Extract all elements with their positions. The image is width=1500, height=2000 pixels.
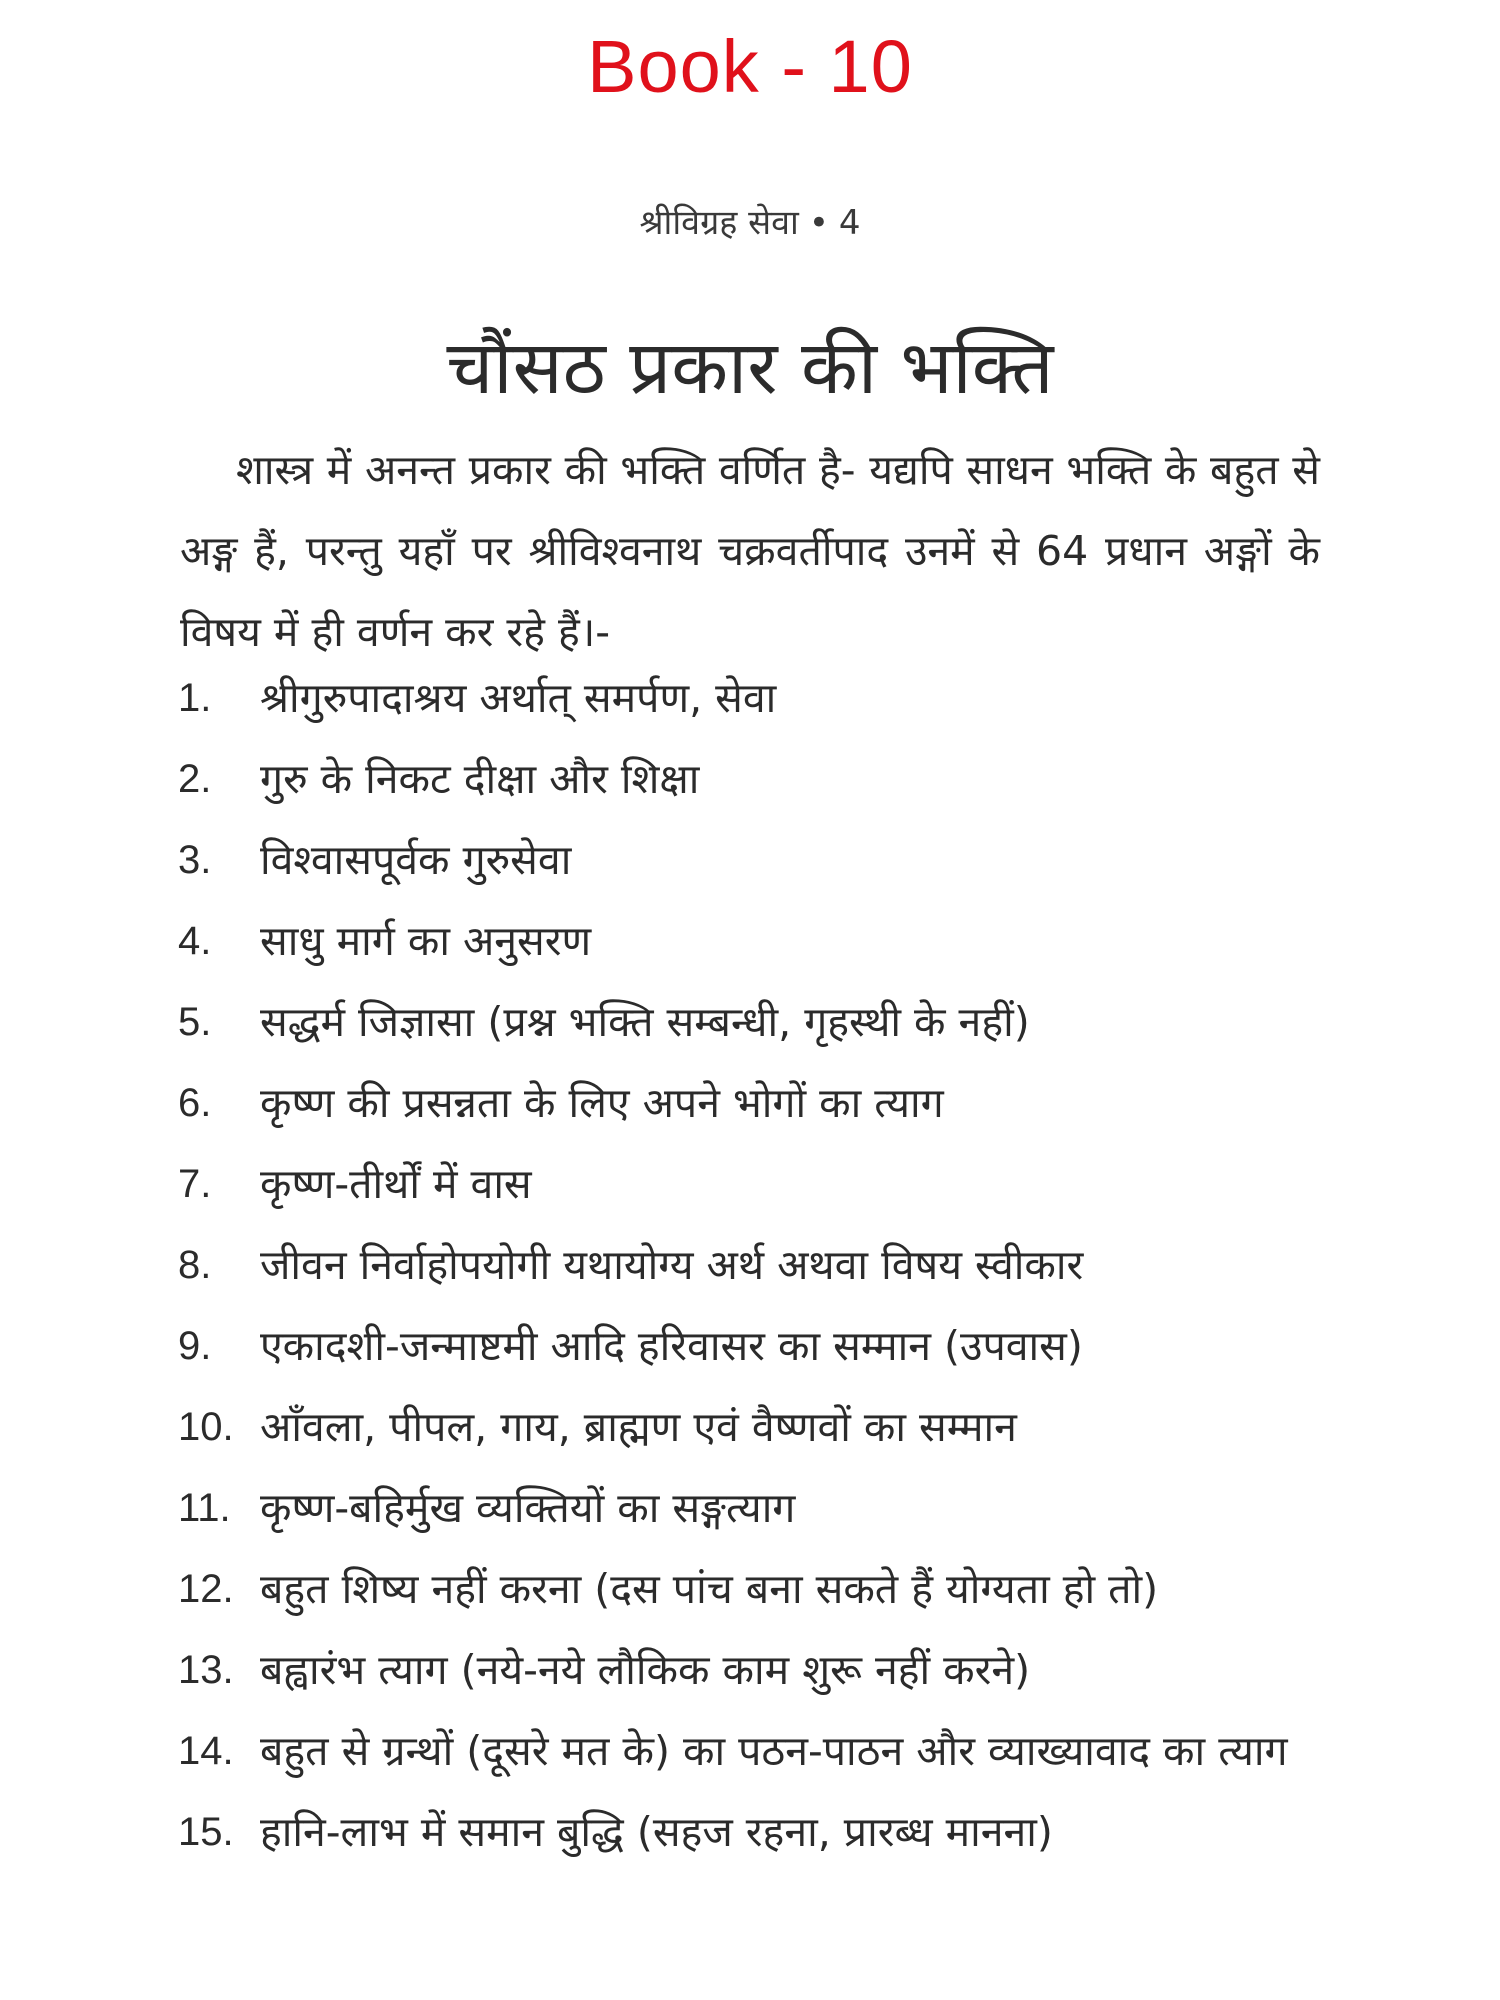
- page-number: 4: [838, 203, 861, 243]
- list-item-text: बहुत से ग्रन्थों (दूसरे मत के) का पठन-पाठन और व्याख्यावाद का त्याग: [260, 1727, 1288, 1775]
- list-item-number: 9.: [178, 1324, 212, 1368]
- list-item-text: जीवन निर्वाहोपयोगी यथायोग्य अर्थ अथवा विषय स्वीकार: [260, 1241, 1084, 1289]
- list-item-number: 14.: [178, 1729, 234, 1773]
- list-item-number: 1.: [178, 676, 212, 720]
- list-item-text: कृष्ण-बहिर्मुख व्यक्तियों का सङ्गत्याग: [260, 1484, 796, 1532]
- list-item-text: एकादशी-जन्माष्टमी आदि हरिवासर का सम्मान (उपवास): [260, 1322, 1083, 1370]
- list-item: [178, 1306, 1338, 1387]
- list-item: [178, 1711, 1338, 1792]
- list-item-text: कृष्ण की प्रसन्नता के लिए अपने भोगों का त्याग: [260, 1079, 944, 1127]
- list-item: [178, 1468, 1338, 1549]
- list-item-number: 12.: [178, 1567, 234, 1611]
- list-item: [178, 658, 1338, 739]
- list-item-number: 4.: [178, 919, 212, 963]
- chapter-title: चौंसठ प्रकार की भक्ति: [446, 325, 1054, 411]
- intro-paragraph: शास्त्र में अनन्त प्रकार की भक्ति वर्णित है- यद्यपि साधन भक्ति के बहुत से अङ्ग हैं, परन्तु यहाँ पर श्रीविश्वनाथ चक्रवर्तीपाद उनमें से 64 प्रधान अङ्गों के विषय में ही वर्णन कर रहे हैं।-: [180, 446, 1320, 656]
- list-item-text: सद्धर्म जिज्ञासा (प्रश्न भक्ति सम्बन्धी, गृहस्थी के नहीं): [260, 998, 1030, 1046]
- running-header-title: श्रीविग्रह सेवा: [639, 203, 799, 243]
- list-item-number: 3.: [178, 838, 212, 882]
- list-item-text: श्रीगुरुपादाश्रय अर्थात् समर्पण, सेवा: [260, 674, 777, 722]
- list-item: [178, 1225, 1338, 1306]
- list-item-number: 8.: [178, 1243, 212, 1287]
- list-item-number: 10.: [178, 1405, 234, 1449]
- list-item-number: 15.: [178, 1810, 234, 1854]
- list-item-text: गुरु के निकट दीक्षा और शिक्षा: [260, 755, 700, 803]
- list-item: [178, 982, 1338, 1063]
- list-item: [178, 1630, 1338, 1711]
- list-item-text: साधु मार्ग का अनुसरण: [260, 917, 592, 965]
- list-item: [178, 901, 1338, 982]
- list-item: [178, 820, 1338, 901]
- list-item-number: 5.: [178, 1000, 212, 1044]
- list-item-text: विश्वासपूर्वक गुरुसेवा: [260, 836, 572, 884]
- list-item: [178, 1792, 1338, 1873]
- list-item: [178, 1549, 1338, 1630]
- list-item-number: 7.: [178, 1162, 212, 1206]
- book-label: Book - 10: [587, 25, 913, 108]
- list-item-number: 6.: [178, 1081, 212, 1125]
- list-item-number: 13.: [178, 1648, 234, 1692]
- list-item-number: 2.: [178, 757, 212, 801]
- list-item-text: कृष्ण-तीर्थों में वास: [260, 1160, 532, 1208]
- list-item: [178, 739, 1338, 820]
- list-item-number: 11.: [178, 1486, 231, 1530]
- list-item: [178, 1063, 1338, 1144]
- list-item: [178, 1144, 1338, 1225]
- list-item: [178, 1387, 1338, 1468]
- running-header-bullet: •: [808, 203, 829, 243]
- devotion-item-list: [178, 658, 1338, 1873]
- list-item-text: बह्वारंभ त्याग (नये-नये लौकिक काम शुरू नहीं करने): [260, 1646, 1031, 1694]
- list-item-text: बहुत शिष्य नहीं करना (दस पांच बना सकते हैं योग्यता हो तो): [260, 1565, 1159, 1613]
- running-header: [0, 198, 1500, 248]
- list-item-text: हानि-लाभ में समान बुद्धि (सहज रहना, प्रारब्ध मानना): [260, 1808, 1053, 1856]
- list-item-text: आँवला, पीपल, गाय, ब्राह्मण एवं वैष्णवों का सम्मान: [260, 1403, 1017, 1451]
